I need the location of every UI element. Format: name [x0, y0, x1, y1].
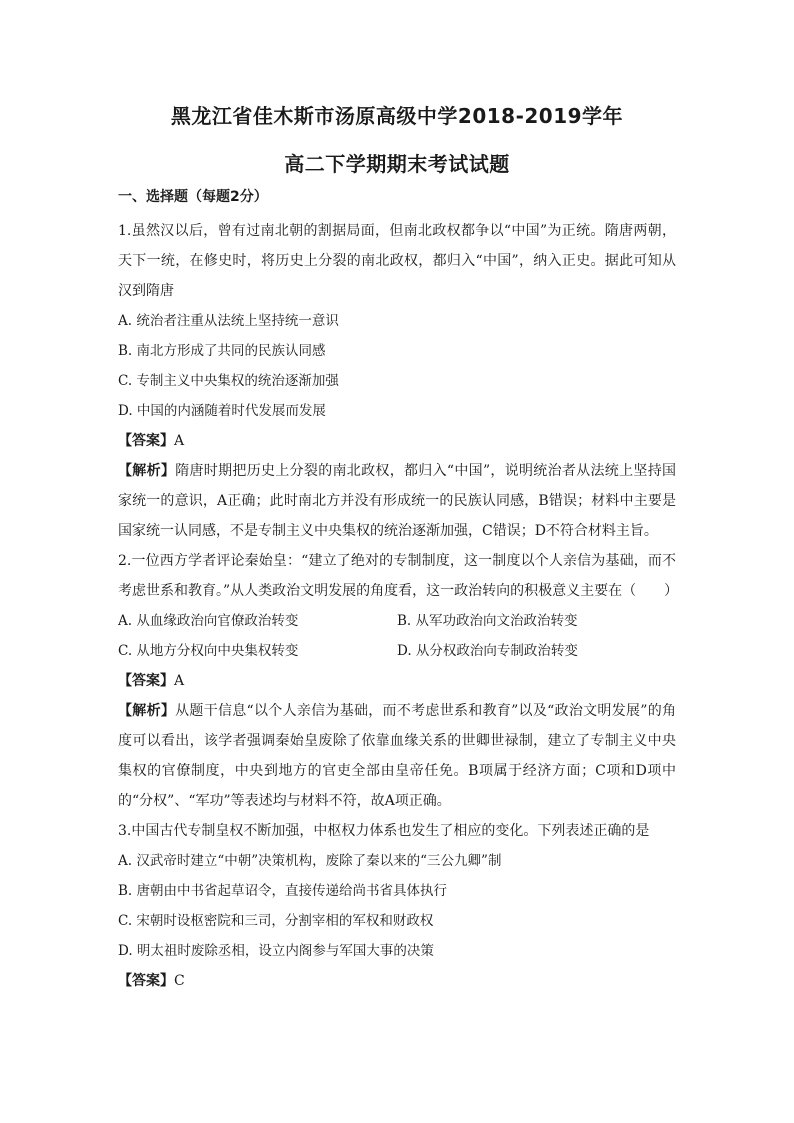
question-stem: 2.一位西方学者评论秦始皇：“建立了绝对的专制制度，这一制度以个人亲信为基础，而不考虑世系和教育。”从人类政治文明发展的角度看，这一政治转向的积极意义主要在（ ） [118, 553, 679, 599]
option-a: A. 从血缘政治向官僚政治转变 [118, 613, 299, 629]
option-b: B. 唐朝由中书省起草诏令，直接传递给尚书省具体执行 [118, 883, 448, 899]
option-c: C. 从地方分权向中央集权转变 [118, 643, 299, 659]
analysis-label: 【解析】 [118, 463, 176, 479]
analysis-line [118, 456, 676, 546]
options-row-2 [118, 636, 676, 666]
document-title-line1: 黑龙江省佳木斯市汤原高级中学2018-2019学年 [170, 104, 624, 128]
answer-value: A [174, 433, 185, 449]
answer-label: 【答案】 [118, 433, 174, 449]
answer-line [118, 426, 676, 456]
option-b: B. 南北方形成了共同的民族认同感 [118, 343, 326, 359]
analysis-line [118, 696, 676, 816]
answer-label: 【答案】 [118, 673, 174, 689]
question-3 [118, 816, 676, 996]
option-b: B. 从军功政治向文治政治转变 [397, 613, 578, 629]
section-heading: 一、选择题（每题2分） [118, 189, 268, 205]
option-a: A. 统治者注重从法统上坚持统一意识 [118, 313, 339, 329]
answer-value: A [174, 673, 185, 689]
answer-label: 【答案】 [118, 973, 174, 989]
analysis-text: 从题干信息“以个人亲信为基础，而不考虑世系和教育”以及“政治文明发展”的角度可以看出，该学者强调秦始皇废除了依靠血缘关系的世卿世禄制，建立了专制主义中央集权的官僚制度，中央到地方的官吏全部由皇帝任免。B项属于经济方面；C项和D项中的“分权”、“军功”等表述均与材料不符，故A项正确。 [118, 703, 676, 809]
option-c: C. 专制主义中央集权的统治逐渐加强 [118, 373, 339, 389]
option-d: D. 中国的内涵随着时代发展而发展 [118, 403, 326, 419]
analysis-text: 隋唐时期把历史上分裂的南北政权，都归入“中国”，说明统治者从法统上坚持国家统一的意识，A正确；此时南北方并没有形成统一的民族认同感，B错误；材料中主要是国家统一认同感，不是专制主义中央集权的统治逐渐加强，C错误；D不符合材料主旨。 [118, 463, 677, 539]
answer-value: C [174, 973, 185, 989]
option-d: D. 从分权政治向专制政治转变 [397, 643, 578, 659]
question-1 [118, 216, 676, 546]
answer-line [118, 666, 676, 696]
options-row-1 [118, 606, 676, 636]
analysis-label: 【解析】 [118, 703, 176, 719]
question-2 [118, 546, 679, 816]
answer-line [118, 966, 676, 996]
option-d: D. 明太祖时废除丞相，设立内阁参与军国大事的决策 [118, 943, 434, 959]
document-title-line2: 高二下学期期末考试试题 [284, 152, 510, 176]
question-stem: 1.虽然汉以后，曾有过南北朝的割据局面，但南北政权都争以“中国”为正统。隋唐两朝，天下一统，在修史时，将历史上分裂的南北政权，都归入“中国”，纳入正史。据此可知从汉到隋唐 [118, 223, 676, 299]
question-stem: 3.中国古代专制皇权不断加强，中枢权力体系也发生了相应的变化。下列表述正确的是 [118, 823, 650, 839]
option-a: A. 汉武帝时建立“中朝”决策机构，废除了秦以来的“三公九卿”制 [118, 853, 502, 869]
option-c: C. 宋朝时设枢密院和三司，分割宰相的军权和财政权 [118, 913, 434, 929]
